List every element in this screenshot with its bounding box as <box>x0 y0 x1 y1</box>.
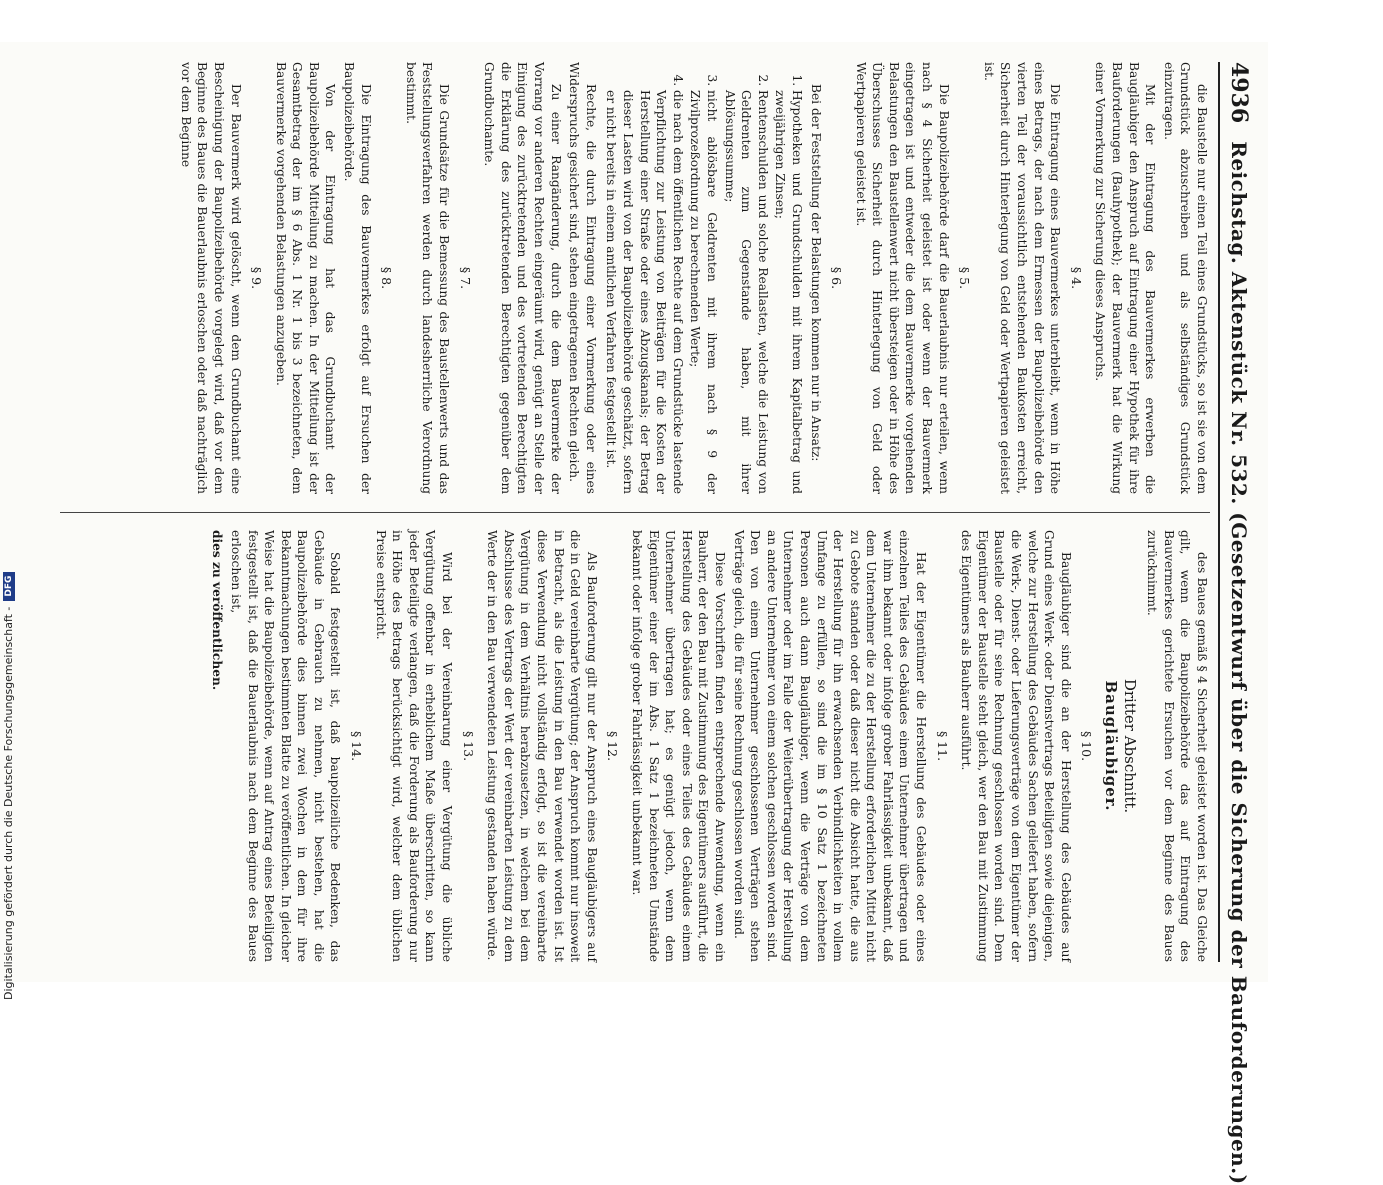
paragraph: des Baues gemäß § 4 Sicherheit geleistet worden ist. Das Gleiche gilt, wenn die Baupolizeibehörde das auf Eintragung des Bauvermerkes gerichtete Ersuchen vor dem Beginne des Baues zurücknimmt. <box>1145 530 1209 962</box>
section-heading: § 9. <box>249 266 265 290</box>
paragraph: Die Eintragung des Bauvermerkes erfolgt auf Ersuchen der Baupolizeibehörde. <box>342 62 373 494</box>
paragraph: Zu einer Rangänderung, durch die dem Bauvermerke der Vorrang vor anderen Rechten eingeräumt wird, genügt an Stelle der Einigung des zurücktretenden und des vortretenden Berechtigten die Erklärung des zurücktretenden Berechtigten gegenüber dem Grundbuchamte. <box>482 62 563 494</box>
section-heading: § 14. <box>349 730 365 762</box>
section-heading: § 13. <box>460 730 476 762</box>
paragraph: Als Bauforderung gilt nur der Anspruch eines Baugläubigers auf die in Geld vereinbarte Vergütung; der Anspruch kommt nur insoweit in Betracht, als die Leistung in den Bau verwendet worden ist. Ist diese Verwendung nicht vollständig erfolgt, so ist die vereinbarte Vergütung in dem Verhältnis herabzusetzen, in welchem bei dem Abschlusse des Vertrags der Wert der vereinbarten Leistung zu dem Werte der in den Bau verwendeten Leistung gestanden haben würde. <box>485 530 599 962</box>
paragraph: Rechte, die durch Eintragung einer Vormerkung oder eines Widerspruchs gesichert sind, stehen eingetragenen Rechten gleich. <box>567 62 598 494</box>
paragraph: Von der Eintragung hat das Grundbuchamt der Baupolizeibehörde Mitteilung zu machen. In der Mitteilung ist der Gesamtbetrag der im § 6 Abs. 1 Nr. 1 bis 3 bezeichneten, dem Bauvermerke vorgehenden Belastungen anzugeben. <box>273 62 338 494</box>
paragraph: Die Baupolizeibehörde darf die Bauerlaubnis nur erteilen, wenn nach § 4 Sicherheit geleistet ist oder wenn der Bauvermerk eingetragen ist und entweder die dem Bauvermerke vorgehenden Belastungen den Baustellenwert nicht übersteigen oder in Höhe des Überschusses Sicherheit durch Hinterlegung von Geld oder Wertpapieren geleistet ist. <box>853 62 951 494</box>
chapter-heading: Dritter Abschnitt. <box>1120 678 1139 814</box>
paragraph-end: dies zu veröffentlichen. <box>210 530 225 691</box>
list-item: 2. Rentenschulden und solche Reallasten, welche die Leistung von Geldrenten zum Gegenstande haben, mit ihrer Ablösungssumme; <box>721 90 771 494</box>
section-heading: § 10. <box>1079 730 1095 762</box>
paragraph: Die Grundsätze für die Bemessung des Baustellenwerts und das Feststellungsverfahren werden durch landesherrliche Verordnung bestimmt. <box>403 62 452 494</box>
section-heading: § 6. <box>829 266 845 290</box>
section-heading: § 8. <box>379 266 395 290</box>
dfg-logo: DFG <box>3 572 15 601</box>
list-item: 3. nicht ablösbare Geldrenten mit ihrem nach § 9 der Zivilprozeßordnung zu berechnenden Werte; <box>687 90 720 494</box>
digitization-credit <box>2 572 15 1000</box>
paragraph: Der Bauvermerk wird gelöscht, wenn dem Grundbuchamt eine Bescheinigung der Baupolizeibehörde vorgelegt wird, daß vor dem Beginne des Baues die Bauerlaubnis erloschen oder daß nachträglich vor dem Beginne <box>178 62 243 494</box>
paragraph: Diese Vorschriften finden entsprechende Anwendung, wenn ein Bauherr, der den Bau mit Zustimmung des Eigentümers ausführt, die Herstellung des Gebäudes oder eines Teiles des Gebäudes einem Unternehmer übertragen hat; es genügt jedoch, wenn dem Eigentümer einer der im Abs. 1 Satz 1 bezeichneten Umstände bekannt oder infolge grober Fahrlässigkeit unbekannt war. <box>630 530 727 962</box>
list-item: 1. Hypotheken und Grundschulden mit ihrem Kapitalbetrag und zweijährigen Zinsen; <box>772 90 805 494</box>
section-heading: § 12. <box>605 730 621 762</box>
paragraph: Wird bei der Vereinbarung einer Vergütung die übliche Vergütung offenbar in erheblichem Maße überschritten, so kann jeder Beteiligte verlangen, daß die Forderung als Bauforderung nur in Höhe des Betrags berücksichtigt wird, welcher dem üblichen Preise entspricht. <box>373 530 455 962</box>
left-column <box>175 62 1210 494</box>
enumerated-list <box>603 62 805 494</box>
paragraph: Baugläubiger sind die an der Herstellung des Gebäudes auf Grund eines Werk- oder Dienstvertrags Beteiligten sowie diejenigen, welche zur Herstellung des Gebäudes Sachen geliefert haben, sofern die Werk-, Dienst- oder Lieferungsverträge von dem Eigentümer der Baustelle oder für seine Rechnung geschlossen worden sind. Dem Eigentümer der Baustelle steht gleich, wer den Bau mit Zustimmung des Eigentümers als Bauherr ausführt. <box>959 530 1073 962</box>
page-header <box>1224 62 1254 1185</box>
paragraph: die Baustelle nur einen Teil eines Grundstücks, so ist sie von dem Grundstück abzuschreiben und als selbständiges Grundstück einzutragen. <box>1161 62 1209 494</box>
page-number: 4936 <box>1226 62 1252 124</box>
section-heading: § 4. <box>1068 266 1084 290</box>
right-column <box>207 530 1210 962</box>
paragraph: Hat der Eigentümer die Herstellung des Gebäudes oder eines einzelnen Teiles des Gebäudes einem Unternehmer übertragen und war ihm bekannt oder infolge grober Fahrlässigkeit unbekannt, daß dem Unternehmer die zu der Herstellung erforderlichen Mittel nicht zu Gebote standen oder daß dieser nicht die Absicht hatte, die aus der Herstellung für ihn erwachsenden Verbindlichkeiten in vollem Umfange zu erfüllen, so sind die im § 10 Satz 1 bezeichneten Personen auch dann Baugläubiger, wenn die Verträge von dem Unternehmer oder im Falle der Weiterübertragung der Herstellung an andere Unternehmer von einem solchen geschlossen worden sind. Den von einem Unternehmer geschlossenen Verträgen stehen Verträge gleich, die für seine Rechnung geschlossen worden sind. <box>731 530 929 962</box>
paragraph: Bei der Feststellung der Belastungen kommen nur in Ansatz: <box>808 84 823 462</box>
document-page <box>0 42 1268 1185</box>
credit-text: Digitalisierung gefördert durch die Deutsche Forschungsgemeinschaft - <box>2 606 15 1000</box>
section-heading: § 11. <box>934 730 950 762</box>
list-item: 4. die nach dem öffentlichen Rechte auf dem Grundstücke lastende Verpflichtung zur Leistung von Beiträgen für die Kosten der Herstellung einer Straße oder eines Abzugskanals; der Betrag dieser Lasten wird von der Baupolizeibehörde geschätzt, sofern er nicht bereits in einem amtlichen Verfahren festgestellt ist. <box>603 90 686 494</box>
paragraph: Sobald festgestellt ist, daß baupolizeiliche Bedenken, das Gebäude in Gebrauch zu nehmen, nicht bestehen, hat die Baupolizeibehörde dies binnen zwei Wochen in dem für ihre Bekanntmachungen bestimmten Blatte zu veröffentlichen. In gleicher Weise hat die Baupolizeibehörde, wenn auf Antrag eines Beteiligten festgestellt ist, daß die Bauerlaubnis nach dem Beginne des Baues erloschen ist, <box>228 530 343 962</box>
header-rule <box>1218 62 1220 962</box>
paragraph: Die Eintragung eines Bauvermerkes unterbleibt, wenn in Höhe eines Betrags, der nach dem Ermessen der Baupolizeibehörde den vierten Teil der voraussichtlich entstehenden Baukosten erreicht, Sicherheit durch Hinterlegung von Geld oder Wertpapieren geleistet ist. <box>981 62 1063 494</box>
page-title: Reichstag. Aktenstück Nr. 532. (Gesetzentwurf über die Sicherung der Bauforderungen.) <box>1227 141 1251 1185</box>
column-divider <box>60 512 1210 513</box>
chapter-title: Baugläubiger. <box>1102 680 1121 812</box>
section-heading: § 5. <box>957 266 973 290</box>
paragraph: Mit der Eintragung des Bauvermerkes erwerben die Baugläubiger den Anspruch auf Eintragung einer Hypothek für ihre Bauforderungen (Bauhypothek); der Bauvermerk hat die Wirkung einer Vormerkung zur Sicherung dieses Anspruchs. <box>1093 62 1158 494</box>
section-heading: § 7. <box>457 266 473 290</box>
